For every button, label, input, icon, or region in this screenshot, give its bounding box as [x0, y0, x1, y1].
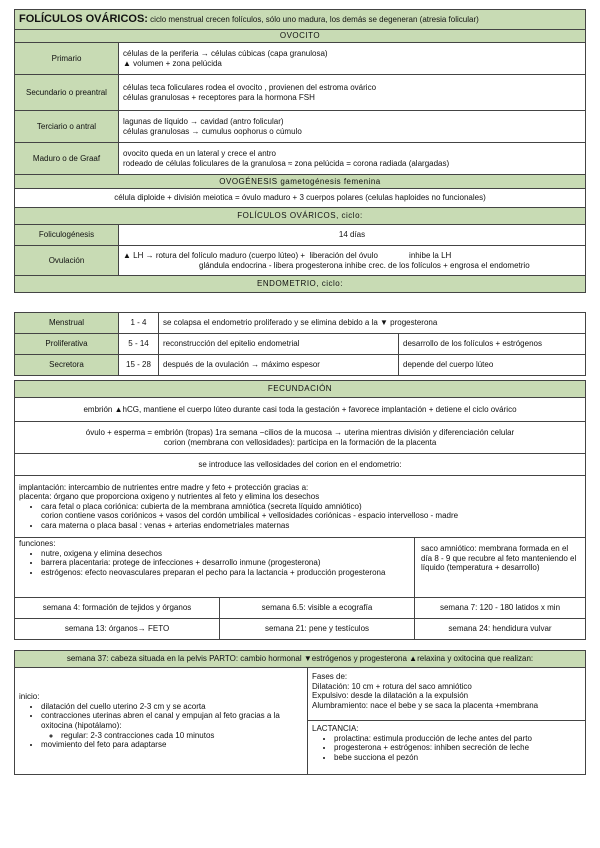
ovocito-label: Terciario o antral [15, 111, 119, 143]
endometrio-phase: Menstrual [15, 313, 119, 334]
list-item: • cara materna o placa basal : venas + arterias endometriales maternas [41, 521, 581, 531]
semana-cell: semana 6.5: visible a ecografía [220, 598, 415, 619]
endometrio-phase: Proliferativa [15, 334, 119, 355]
list-item: • barrera placentaria: protege de infecciones + desarrollo inmune (progesterona) [41, 558, 410, 568]
list-item: • bebe succiona el pezón [334, 753, 581, 763]
parto-section [14, 650, 586, 775]
fases-block: Fases de: Dilatación: 10 cm + rotura del saco amniótico Expulsivo: desde la dilatación a la expulsión Alumbramiento: nace el bebe y se saca la placenta +membrana [308, 668, 586, 721]
saco-amniotico: saco amniótico: membrana formada en el día 8 - 9 que recubre al feto manteniendo el líquido (temperatura + desarrollo) [415, 538, 586, 598]
ovulacion-label: Ovulación [15, 246, 119, 276]
endometrio-desc: se colapsa el endometrio proliferado y se elimina debido a la ▼ progesterona [159, 313, 586, 334]
ovocito-label: Secundario o preantral [15, 75, 119, 111]
foliculogenesis-label: Foliculogénesis [15, 225, 119, 246]
foliculos-section [14, 9, 586, 293]
list-item: ◦ regular: 2-3 contracciones cada 10 minutos [61, 731, 303, 741]
fecundacion-header: FECUNDACIÓN [15, 381, 586, 398]
list-item: corion contiene vasos coriónicos + vasos del cordón umbilical + vellosidades coriónicas - espacio intervelloso - madre [41, 511, 459, 521]
ovocito-desc: células teca foliculares rodea el ovocito , provienen del estroma ovárico células granulosas + receptores para la hormona FSH [119, 75, 586, 111]
ovocito-label: Maduro o de Graaf [15, 143, 119, 175]
ovocito-desc: ovocito queda en un lateral y crece el antro rodeado de células foliculares de la granulosa ≈ zona pelúcida = corona radiada (alargadas) [119, 143, 586, 175]
list-item: • nutre, oxigena y elimina desechos [41, 549, 410, 559]
ovocito-header: OVOCITO [15, 30, 586, 43]
list-item: • cara fetal o placa coriónica: cubierta de la membrana amniótica (secreta líquido amniótico) [41, 502, 581, 512]
semana-cell: semana 21: pene y testículos [220, 619, 415, 640]
semana-cell: semana 4: formación de tejidos y órganos [15, 598, 220, 619]
list-item: • estrógenos: efecto neovasculares preparan el pecho para la lactancia + producción progesterona [41, 568, 410, 578]
funciones-block: funciones: • nutre, oxigena y elimina desechos • barrera placentaria: protege de infecciones + desarrollo inmune (progesterona) • estrógenos: efecto neovasculares preparan el pecho para la lactancia + producción progesterona [15, 538, 415, 598]
fecundacion-vellosidades: se introduce las vellosidades del corion en el endometrio: [15, 454, 586, 476]
fecundacion-embrion: óvulo + esperma = embrión (tropas) 1ra semana −cilios de la mucosa → uterina mientras división y diferenciación celular corion (membrana con vellosidades): participa en la formación de la placenta [15, 422, 586, 454]
ovocito-label: Primario [15, 43, 119, 75]
semana-cell: semana 13: órganos→ FETO [15, 619, 220, 640]
fecundacion-hcg: embrión ▲hCG, mantiene el cuerpo lúteo durante casi toda la gestación + favorece implantación + detiene el ciclo ovárico [15, 398, 586, 422]
inicio-block: inicio: • dilatación del cuello uterino 2-3 cm y se acorta • contracciones uterinas abren el canal y empujan al feto gracias a la oxitocina (hipotálamo): ◦ regular: 2-3 contracciones cada 10 minutos • movimiento del feto para adaptarse [15, 668, 308, 775]
endometrio-extra: depende del cuerpo lúteo [399, 355, 586, 376]
implantacion-block: implantación: intercambio de nutrientes entre madre y feto + protección gracias a: placenta: órgano que proporciona oxigeno y nutrientes al feto y elimina los desechos • cara fetal o placa coriónica: cubierta de la membrana amniótica (secreta líquido amniótico) corion contiene vasos coriónicos + vasos del cordón umbilical + vellosidades coriónicas - espacio intervelloso - madre • cara materna o placa basal : venas + arterias endometriales maternas [15, 476, 586, 538]
foliculos-ciclo-header: FOLÍCULOS OVÁRICOS, ciclo: [15, 208, 586, 225]
endometrio-days: 15 - 28 [119, 355, 159, 376]
endometrio-phase: Secretora [15, 355, 119, 376]
lactancia-block: LACTANCIA: • prolactina: estimula producción de leche antes del parto • progesterona + estrógenos: inhiben secreción de leche • bebe succiona el pezón [308, 721, 586, 775]
ovogenesis-header: OVOGÉNESIS gametogénesis femenina [15, 175, 586, 189]
foliculogenesis-value: 14 días [119, 225, 586, 246]
list-item: • contracciones uterinas abren el canal y empujan al feto gracias a la oxitocina (hipotálamo): [41, 711, 303, 730]
page-title: FOLÍCULOS OVÁRICOS: ciclo menstrual crecen folículos, sólo uno madura, los demás se degeneran (atresia folicular) [15, 10, 586, 30]
endometrio-days: 1 - 4 [119, 313, 159, 334]
endometrio-desc: después de la ovulación → máximo espesor [159, 355, 399, 376]
fecundacion-section [14, 380, 586, 640]
list-item: • movimiento del feto para adaptarse [41, 740, 303, 750]
endometrio-days: 5 - 14 [119, 334, 159, 355]
ovogenesis-text: célula diploide + división meiotica = óvulo maduro + 3 cuerpos polares (celulas haploides no funcionales) [15, 189, 586, 208]
endometrio-table [14, 312, 586, 376]
endometrio-extra: desarrollo de los folículos + estrógenos [399, 334, 586, 355]
list-item: • prolactina: estimula producción de leche antes del parto [334, 734, 581, 744]
endometrio-header: ENDOMETRIO, ciclo: [15, 276, 586, 293]
list-item: • progesterona + estrógenos: inhiben secreción de leche [334, 743, 581, 753]
ovocito-desc: lagunas de líquido → cavidad (antro folicular) células granulosas → cumulus oophorus o cúmulo [119, 111, 586, 143]
semana-cell: semana 24: hendidura vulvar [415, 619, 586, 640]
parto-header: semana 37: cabeza situada en la pelvis PARTO: cambio hormonal ▼estrógenos y progesterona ▲relaxina y oxitocina que realizan: [15, 651, 586, 668]
endometrio-desc: reconstrucción del epitelio endometrial [159, 334, 399, 355]
ovulacion-desc: ▲ LH → rotura del folículo maduro (cuerpo lúteo) + liberación del óvulo inhibe la LH glándula endocrina - libera progesterona inhibe crec. de los folículos + engrosa el endometrio [119, 246, 586, 276]
semana-cell: semana 7: 120 - 180 latidos x min [415, 598, 586, 619]
ovocito-desc: células de la periferia → células cúbicas (capa granulosa) ▲ volumen + zona pelúcida [119, 43, 586, 75]
list-item: • dilatación del cuello uterino 2-3 cm y se acorta [41, 702, 303, 712]
